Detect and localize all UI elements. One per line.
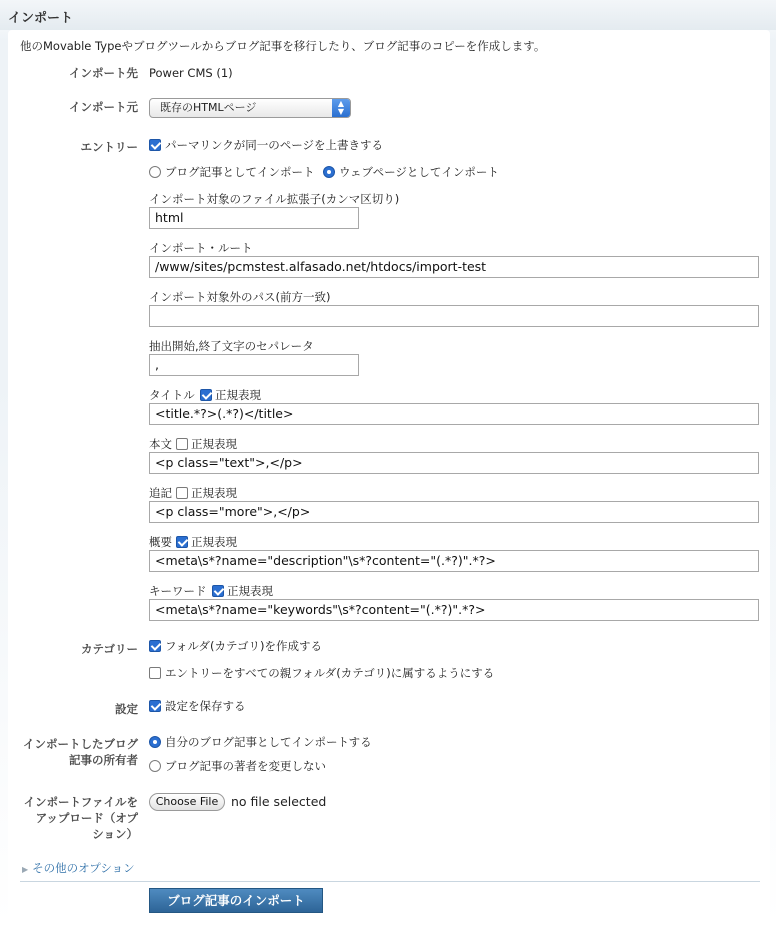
body-pattern-input[interactable]: <p class="text">,</p>	[149, 452, 759, 474]
owner-label-line1: インポートしたブログ	[23, 737, 138, 751]
separator-input[interactable]: ,	[149, 354, 359, 376]
overwrite-label: パーマリンクが同一のページを上書きする	[165, 138, 384, 152]
exclude-label: インポート対象外のパス(前方一致)	[149, 290, 331, 304]
expand-triangle-icon: ▶	[22, 865, 29, 874]
body-label: 本文	[149, 437, 172, 451]
upload-label-line2: アップロード（オプ	[35, 811, 138, 825]
import-source-select[interactable]	[149, 98, 351, 118]
keep-author-radio[interactable]	[149, 760, 161, 772]
owner-label	[23, 736, 138, 768]
separator-label: 抽出開始,終了文字のセパレータ	[149, 339, 314, 353]
more-options-link[interactable]	[22, 860, 135, 876]
overwrite-checkbox[interactable]	[149, 139, 161, 151]
import-as-blog-radio[interactable]	[149, 166, 161, 178]
summary-pattern-input[interactable]: <meta\s*?name="description"\s*?content="(.*?)".*?>	[149, 550, 759, 572]
summary-regex-checkbox[interactable]	[176, 536, 188, 548]
ext-input[interactable]: html	[149, 207, 359, 229]
import-source-label: インポート元	[69, 100, 138, 114]
more-regex-checkbox[interactable]	[176, 487, 188, 499]
keep-author-label: ブログ記事の著者を変更しない	[165, 759, 326, 773]
upload-label-line3: ション）	[92, 827, 138, 841]
summary-regex-label: 正規表現	[191, 535, 237, 549]
import-as-page-radio[interactable]	[323, 166, 335, 178]
upload-label	[24, 794, 138, 842]
keywords-regex-label: 正規表現	[227, 584, 273, 598]
save-settings-label: 設定を保存する	[165, 699, 246, 713]
import-submit-button[interactable]: ブログ記事のインポート	[149, 888, 323, 913]
more-label: 追記	[149, 486, 172, 500]
keywords-pattern-input[interactable]: <meta\s*?name="keywords"\s*?content="(.*?)".*?>	[149, 599, 759, 621]
title-regex-checkbox[interactable]	[200, 389, 212, 401]
more-options-label: その他のオプション	[32, 861, 135, 875]
title-regex-label: 正規表現	[215, 388, 261, 402]
root-input[interactable]: /www/sites/pcmstest.alfasado.net/htdocs/import-test	[149, 256, 759, 278]
import-target-label: インポート先	[69, 66, 138, 80]
import-as-mine-radio[interactable]	[149, 736, 161, 748]
body-regex-checkbox[interactable]	[176, 438, 188, 450]
root-label: インポート・ルート	[149, 241, 253, 255]
select-arrows-icon: ▲ ▼	[332, 99, 350, 117]
create-folder-label: フォルダ(カテゴリ)を作成する	[165, 639, 322, 653]
all-parents-checkbox[interactable]	[149, 667, 161, 679]
all-parents-label: エントリーをすべての親フォルダ(カテゴリ)に属するようにする	[165, 666, 495, 680]
summary-label: 概要	[149, 535, 172, 549]
import-as-mine-label: 自分のブログ記事としてインポートする	[165, 735, 372, 749]
body-regex-label: 正規表現	[191, 437, 237, 451]
page-title: インポート	[8, 11, 74, 26]
import-as-page-label: ウェブページとしてインポート	[339, 165, 499, 179]
import-as-blog-label: ブログ記事としてインポート	[165, 165, 315, 179]
save-settings-checkbox[interactable]	[149, 700, 161, 712]
import-target-value: Power CMS (1)	[149, 66, 233, 80]
title-pattern-input[interactable]: <title.*?>(.*?)</title>	[149, 403, 759, 425]
owner-label-line2: 記事の所有者	[69, 753, 138, 767]
more-regex-label: 正規表現	[191, 486, 237, 500]
exclude-input[interactable]	[149, 305, 759, 327]
entry-label: エントリー	[80, 140, 138, 154]
category-label: カテゴリー	[80, 642, 138, 656]
keywords-regex-checkbox[interactable]	[212, 585, 224, 597]
file-status: no file selected	[231, 794, 327, 809]
upload-label-line1: インポートファイルを	[23, 795, 138, 809]
create-folder-checkbox[interactable]	[149, 640, 161, 652]
ext-label: インポート対象のファイル拡張子(カンマ区切り)	[149, 192, 400, 206]
import-source-selected: 既存のHTMLページ	[160, 101, 257, 114]
settings-label: 設定	[115, 702, 138, 716]
more-pattern-input[interactable]: <p class="more">,</p>	[149, 501, 759, 523]
choose-file-button[interactable]: Choose File	[149, 793, 225, 811]
header	[0, 0, 776, 30]
divider	[20, 881, 760, 882]
title-label: タイトル	[149, 388, 195, 402]
intro-text: 他のMovable Typeやブログツールからブログ記事を移行したり、ブログ記事のコピーを作成します。	[20, 39, 546, 53]
keywords-label: キーワード	[149, 584, 207, 598]
